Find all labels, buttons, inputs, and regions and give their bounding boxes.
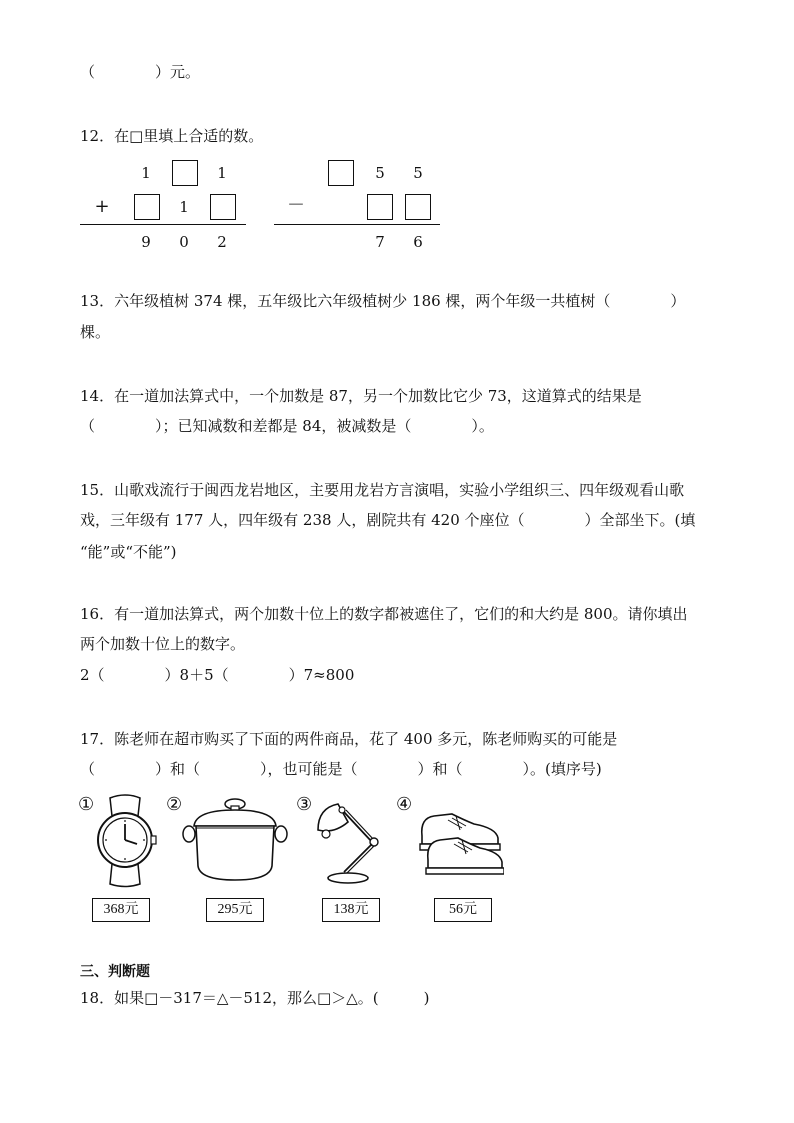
q12-sub-result-digit-2: 7 (375, 233, 385, 251)
q16-line-1: 16．有一道加法算式，两个加数十位上的数字都被遮住了，它们的和大约是 800。请你填出 (80, 605, 688, 623)
q13-line-1: 13．六年级植树 374 棵，五年级比六年级植树少 186 棵，两个年级一共植树（ ） (80, 292, 686, 310)
q12-add-mid-digit-2: 1 (179, 198, 189, 216)
item-4-price-tag: 56元 (434, 898, 492, 922)
q12-sub-top-digit-2: 5 (375, 164, 385, 182)
section-title-judgement: 三、判断题 (80, 964, 150, 980)
item-1-marker: ① (78, 794, 95, 815)
q15-line-1: 15．山歌戏流行于闽西龙岩地区，主要用龙岩方言演唱，实验小学组织三、四年级观看山歌 (80, 481, 685, 499)
q13-line-2: 棵。 (80, 323, 111, 341)
q15-line-2: 戏，三年级有 177 人，四年级有 238 人，剧院共有 420 个座位（ ）全部坐下。(填 (80, 511, 696, 529)
q12-sub-result-digit-3: 6 (413, 233, 423, 251)
q12-add-result-digit-3: 2 (217, 233, 227, 251)
q12-add-result-digit-1: 9 (141, 233, 151, 251)
item-2-price-tag: 295元 (206, 898, 264, 922)
q12-sub-blank-mid-2[interactable] (367, 194, 393, 220)
shoes-icon (412, 800, 504, 880)
q12-sub-top-digit-3: 5 (413, 164, 423, 182)
q12-add-result-digit-2: 0 (179, 233, 189, 251)
q11-answer-tail: （ ）元。 (80, 63, 201, 81)
q17-line-2: （ ）和（ ），也可能是（ ）和（ ）。(填序号) (80, 760, 602, 778)
q14-line-1: 14．在一道加法算式中，一个加数是 87，另一个加数比它少 73，这道算式的结果是 (80, 387, 642, 405)
q12-sub-blank-mid-3[interactable] (405, 194, 431, 220)
q12-add-plus-sign: + (94, 196, 110, 217)
q12-sub-blank-top[interactable] (328, 160, 354, 186)
q12-add-sum-line (80, 224, 246, 225)
item-2-marker: ② (166, 794, 183, 815)
q15-line-3: “能”或“不能”) (80, 543, 177, 561)
item-3-marker: ③ (296, 794, 313, 815)
item-3-price-tag: 138元 (322, 898, 380, 922)
wristwatch-icon (92, 792, 158, 890)
desk-lamp-icon (312, 796, 388, 884)
q14-line-2: （ ）；已知减数和差都是 84，被减数是（ ）。 (80, 417, 494, 435)
item-1-price-tag: 368元 (92, 898, 150, 922)
q12-sub-difference-line (274, 224, 440, 225)
q12-sub-minus-sign: － (287, 195, 305, 216)
q12-add-blank-mid-1[interactable] (134, 194, 160, 220)
q12-add-top-digit-3: 1 (217, 164, 227, 182)
q12-add-blank-mid-3[interactable] (210, 194, 236, 220)
item-4-marker: ④ (396, 794, 413, 815)
q16-equation: 2（ ）8＋5（ ）7≈800 (80, 666, 355, 684)
cooking-pot-icon (182, 796, 288, 884)
q17-line-1: 17．陈老师在超市购买了下面的两件商品，花了 400 多元，陈老师购买的可能是 (80, 730, 618, 748)
q16-line-2: 两个加数十位上的数字。 (80, 635, 246, 653)
q12-add-blank-top[interactable] (172, 160, 198, 186)
q12-add-top-digit-1: 1 (141, 164, 151, 182)
q18-line-1: 18．如果□－317＝△－512，那么□＞△。( ) (80, 989, 430, 1007)
q12-prompt: 12．在□里填上合适的数。 (80, 127, 264, 145)
